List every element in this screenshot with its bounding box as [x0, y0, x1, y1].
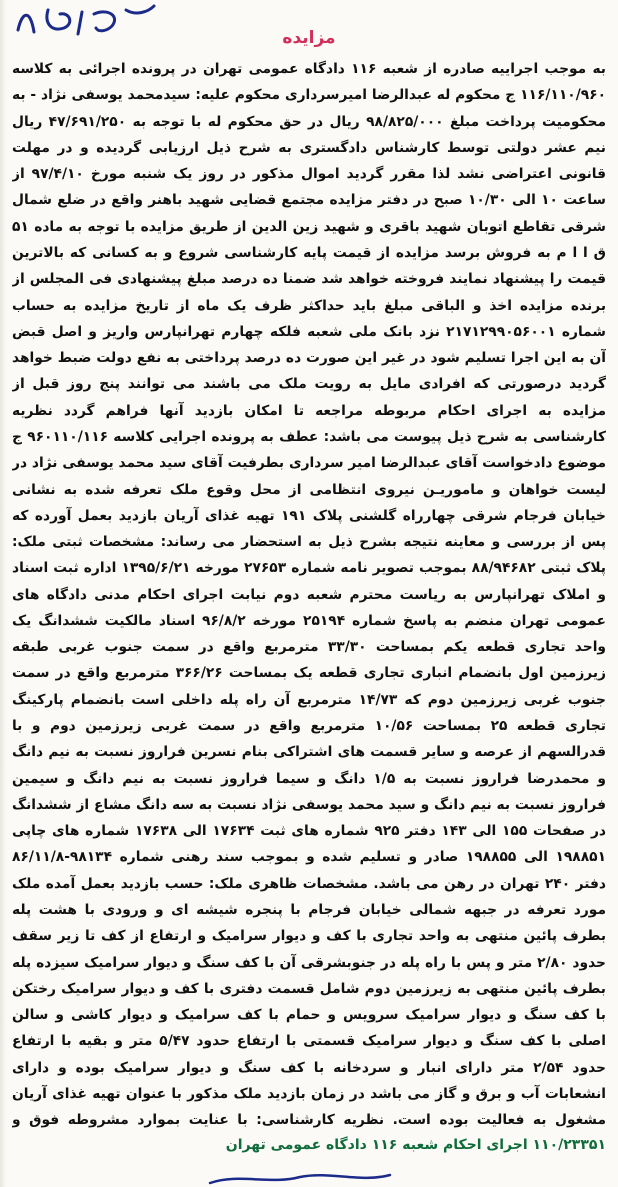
- handwritten-scribble: [200, 1169, 400, 1187]
- notice-signature: ۱۱۰/۲۳۳۵۱ اجرای احکام شعبه ۱۱۶ دادگاه عمومی تهران: [225, 1137, 606, 1153]
- scan-shadow: [0, 0, 6, 1187]
- notice-title: مزایده: [282, 28, 336, 48]
- notice-body: به موجب اجراییه صادره از شعبه ۱۱۶ دادگاه عمومی تهران در پرونده اجرائی به کلاسه ۱۱۶/۱۱۰/۹۶۰ ج محکوم له عبدالرضا امیرسرداری محکوم علیه: سیدمحمد یوسفی نژاد - به محکومیت پرداخت مبلغ ۹۸/۸۲۵/۰۰۰ ریال در حق محکوم له با توجه به ۴۷/۶۹۱/۲۵۰ ریال نیم عشر دولتی توسط کارشناس دادگستری به شرح ذیل ارزیابی گردیده و در مهلت قانونی اعتراضی نشد لذا مقرر گردید اموال مذکور در روز یک شنبه مورخ ۹۷/۴/۱۰ از ساعت ۱۰ الی ۱۰/۳۰ صبح در دفتر مزایده مجتمع قضایی شهید باهنر واقع در ضلع شمال شرقی تقاطع اتوبان شهید باقری و شهید زین الدین از طریق مزایده با توجه به ماده ۵۱ ق ا ا م به فروش برسد مزایده از قیمت پایه کارشناسی شروع و به کسانی که بالاترین قیمت را پیشنهاد نمایند فروخته خواهد شد ضمنا ده درصد مبلغ پیشنهادی فی المجلس از برنده مزایده اخذ و الباقی مبلغ باید حداکثر ظرف یک ماه از تاریخ مزایده به حساب شماره ۲۱۷۱۲۹۹۰۵۶۰۰۱ نزد بانک ملی شعبه فلکه چهارم تهرانپارس واریز و اصل قبض آن به این اجرا تسلیم شود در غیر این صورت ده درصد پرداختی به نفع دولت ضبط خواهد گردید درصورتی که افرادی مایل به رویت ملک می باشند می توانند پنج روز قبل از مزایده به اجرای احکام مربوطه مراجعه تا امکان بازدید آنها فراهم گردد نظریه کارشناسی به شرح ذیل پیوست می باشد: عطف به پرونده اجرایی کلاسه ۹۶۰۱۱۰/۱۱۶ ج موضوع دادخواست آقای عبدالرضا امیر سرداری بطرفیت آقای سید محمد یوسفی نژاد در لیست خواهان و ماموریـن نیروی انتظامی از محل وقوع ملک تعرفه شده به نشانی خیابان فرجام شرقی چهارراه گلشنی پلاک ۱۹۱ تهیه غذای آریان بازدید بعمل آورده که پس از بررسی و معاینه نتیجه بشرح ذیل به استحضار می رساند: مشخصات ثبتی ملک: پلاک ثبتی ۸۸/۹۴۶۸۲ بموجب تصویر نامه شماره ۲۷۶۵۳ مورخه ۱۳۹۵/۶/۲۱ اداره ثبت اسناد و املاک تهرانپارس به ریاست محترم شعبه دوم نیابت اجرای احکام مدنی دادگاه های عمومی تهران منضم به پاسخ شماره ۲۵۱۹۴ مورخه ۹۶/۸/۲ اسناد مالکیت ششدانگ یک واحد تجاری قطعه یکم بمساحت ۳۳/۳۰ مترمربع واقع در سمت جنوب غربی طبقه زیرزمین اول بانضمام انباری تجاری قطعه یک بمساحت ۳۶۶/۲۶ مترمربع واقع در سمت جنوب غربی زیرزمین دوم که ۱۴/۷۳ مترمربع آن راه پله داخلی است بانضمام پارکینگ تجاری قطعه ۲۵ بمساحت ۱۰/۵۶ مترمربع واقع در سمت غربی زیرزمین دوم و با قدرالسهم از عرصه و سایر قسمت های اشتراکی بنام نسرین فراروز نسبت به نیم دانگ و محمدرضا فراروز نسبت به ۱/۵ دانگ و سیما فراروز نسبت به نیم دانگ و سیمین فراروز نسبت به نیم دانگ و سید محمد یوسفی نژاد نسبت به سه دانگ مشاع از ششدانگ در صفحات ۱۵۵ الی ۱۴۳ دفتر ۹۲۵ شماره های ثبت ۱۷۶۳۴ الی ۱۷۶۳۸ شماره های چاپی ۱۹۸۸۵۱ الی ۱۹۸۸۵۵ صادر و تسلیم شده و بموجب سند رهنی شماره ۹۸۱۳۴-۸۶/۱۱/۸ دفتر ۲۴۰ تهران در رهن می باشد. مشخصات ظاهری ملک: حسب بازدید بعمل آمده ملک مورد تعرفه در جبهه شمالی خیابان فرجام با پنجره شیشه ای و ورودی با هشت پله بطرف پائین منتهی به واحد تجاری با کف و دیوار سرامیک و ارتفاع از کف تا زیر سقف حدود ۲/۸۰ متر و پس با راه پله در جنوبشرقی آن با کف سنگ و دیوار سرامیک سیزده پله بطرف پائین منتهی به زیرزمین دوم شامل قسمت دفتری با کف و دیوار سرامیک رختکن با کف سنگ و دیوار سرامیک سرویس و حمام با کف سرامیک و دیوار کاشی و سالن اصلی با کف سنگ و دیوار سرامیک قسمتی با ارتفاع حدود ۵/۴۷ متر و بقیه با ارتفاع حدود ۲/۵۴ متر دارای انبار و سردخانه با کف سنگ و دیوار سرامیک بوده و دارای انشعابات آب و برق و گاز می باشد در زمان بازدید ملک مذکور با عنوان تهیه غذای آریان مشغول به فعالیت بوده است. نظریه کارشناسی: با عنایت بموارد مشروطه فوق و: [12, 61, 606, 1128]
